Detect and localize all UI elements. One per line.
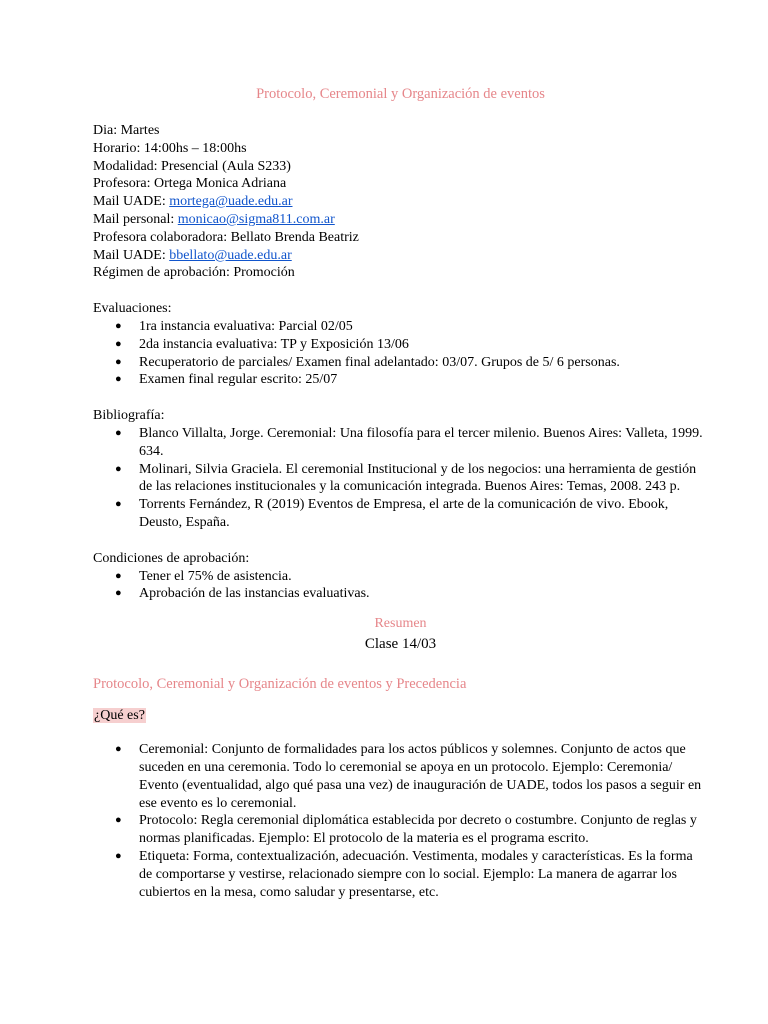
list-item: ● Etiqueta: Forma, contextualización, adecuación. Vestimenta, modales y características. Es la forma de comportarse y vestirse, relacionado siempre con lo social. Ejemplo: La manera de agarrar los cubiertos en la mesa, como saludar y presentarse, etc. bbox=[139, 848, 708, 901]
list-item: ● Recuperatorio de parciales/ Examen final adelantado: 03/07. Grupos de 5/ 6 personas. bbox=[139, 354, 708, 372]
info-regimen: Régimen de aprobación: Promoción bbox=[93, 265, 295, 281]
info-mail-uade bbox=[93, 193, 708, 211]
evaluaciones-heading: Evaluaciones: bbox=[93, 301, 172, 317]
list-item: ● 2da instancia evaluativa: TP y Exposición 13/06 bbox=[139, 336, 708, 354]
list-item: ● Molinari, Silvia Graciela. El ceremonial Institucional y de los negocios: una herramienta de gestión de las relaciones institucionales y la comunicación integrada. Buenos Aires: Temas, 2008. 243 p. bbox=[139, 461, 708, 497]
info-mail-personal bbox=[93, 211, 708, 229]
info-dia: Dia: Martes bbox=[93, 123, 160, 138]
mail-uade-link[interactable]: mortega@uade.edu.ar bbox=[169, 194, 293, 210]
section-title: Protocolo, Ceremonial y Organización de eventos y Precedencia bbox=[93, 676, 467, 693]
mail-uade-label: Mail UADE: bbox=[93, 194, 170, 210]
list-item: ● Ceremonial: Conjunto de formalidades para los actos públicos y solemnes. Conjunto de actos que suceden en una ceremonia. Todo lo ceremonial se apoya en un protocolo. Ejemplo: Ceremonia/ Evento (eventualidad, algo qué pasa una vez) de inauguración de UADE, todos los pasos a seguir en ese evento es lo ceremonial. bbox=[139, 741, 708, 812]
condiciones-list bbox=[93, 568, 708, 604]
list-item: ● Tener el 75% de asistencia. bbox=[139, 568, 708, 586]
list-item: ● Protocolo: Regla ceremonial diplomática establecida por decreto o costumbre. Conjunto de reglas y normas planificadas. Ejemplo: El protocolo de la materia es el programa escrito. bbox=[139, 812, 708, 848]
resumen-label: Resumen bbox=[374, 616, 427, 632]
list-item: ● Examen final regular escrito: 25/07 bbox=[139, 371, 708, 389]
bibliografia-list bbox=[93, 425, 708, 532]
bibliografia-heading: Bibliografía: bbox=[93, 408, 165, 424]
list-item: ● Blanco Villalta, Jorge. Ceremonial: Una filosofía para el tercer milenio. Buenos Aires: Valleta, 1999. 634. bbox=[139, 425, 708, 461]
evaluaciones-list bbox=[93, 318, 708, 389]
clase-label: Clase 14/03 bbox=[364, 636, 437, 653]
info-horario: Horario: 14:00hs – 18:00hs bbox=[93, 140, 247, 156]
list-item: ● Torrents Fernández, R (2019) Eventos de Empresa, el arte de la comunicación de vivo. Ebook, Deusto, España. bbox=[139, 496, 708, 532]
mail-uade-2-label: Mail UADE: bbox=[93, 247, 170, 263]
list-item: ● 1ra instancia evaluativa: Parcial 02/05 bbox=[139, 318, 708, 336]
mail-personal-link[interactable]: monicao@sigma811.com.ar bbox=[177, 211, 335, 227]
list-item: ● Aprobación de las instancias evaluativas. bbox=[139, 585, 708, 603]
info-modalidad: Modalidad: Presencial (Aula S233) bbox=[93, 158, 291, 174]
course-info bbox=[93, 122, 708, 282]
condiciones-heading: Condiciones de aprobación: bbox=[93, 550, 250, 566]
definiciones-list bbox=[93, 741, 708, 901]
mail-uade-2-link[interactable]: bbellato@uade.edu.ar bbox=[169, 247, 292, 263]
que-es-highlight: ¿Qué es? bbox=[94, 708, 145, 724]
info-profesora: Profesora: Ortega Monica Adriana bbox=[93, 176, 287, 192]
document-title: Protocolo, Ceremonial y Organización de eventos bbox=[256, 86, 545, 102]
que-es-heading bbox=[93, 707, 708, 725]
info-mail-uade-2 bbox=[93, 247, 708, 265]
info-colaboradora: Profesora colaboradora: Bellato Brenda Beatriz bbox=[93, 229, 359, 245]
mail-personal-label: Mail personal: bbox=[93, 211, 178, 227]
